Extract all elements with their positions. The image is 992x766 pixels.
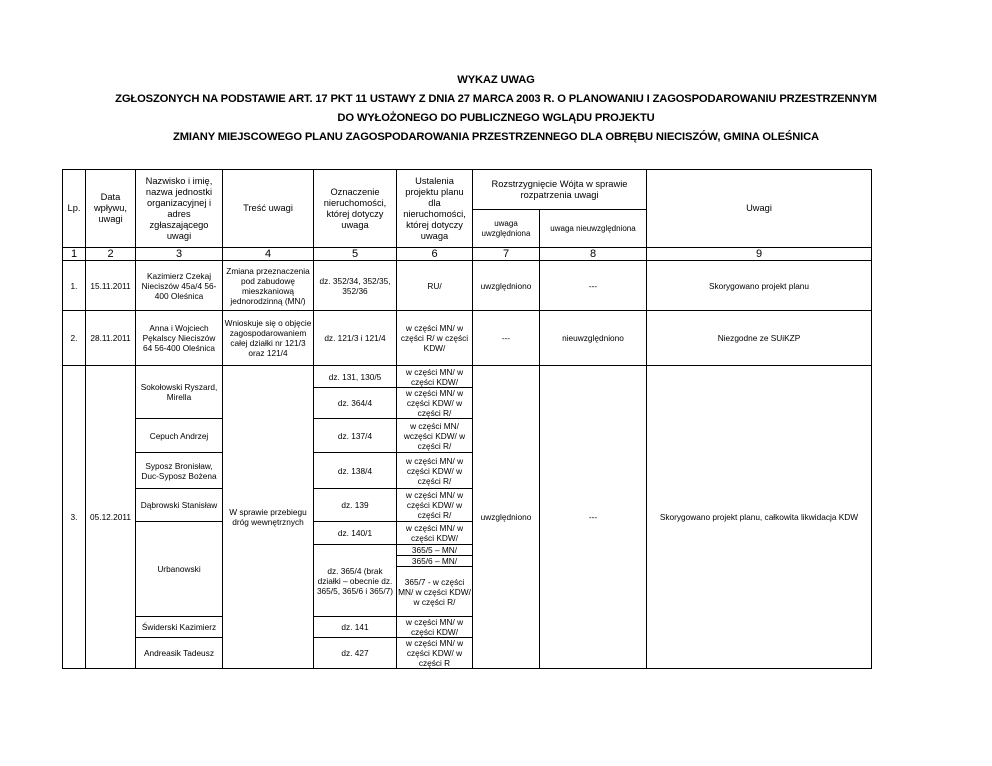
row-property: dz. 131, 130/5	[314, 366, 397, 388]
row-lp: 2.	[63, 311, 86, 366]
header-rejected: uwaga nieuwzględniona	[540, 210, 647, 248]
title-line-1: WYKAZ UWAG	[457, 74, 535, 86]
row-person: Urbanowski	[136, 522, 223, 617]
row-person: Andreasik Tadeusz	[136, 638, 223, 669]
row-property: dz. 121/3 i 121/4	[314, 311, 397, 366]
row-findings: w części MN/ w części KDW/ w części R/	[397, 388, 473, 419]
header-findings: Ustalenia projektu planu dla nieruchomości, której dotyczy uwaga	[397, 170, 473, 248]
row-rejected: ---	[540, 261, 647, 311]
row-property: dz. 364/4	[314, 388, 397, 419]
column-number: 1	[63, 248, 86, 261]
row-findings: w części MN/ w części R/ w części KDW/	[397, 311, 473, 366]
row-rejected: ---	[540, 366, 647, 669]
row-content: Zmiana przeznaczenia pod zabudowę mieszkaniową jednorodzinną (MN/)	[223, 261, 314, 311]
row-date: 28.11.2011	[86, 311, 136, 366]
row-person: Syposz Bronisław, Duc-Syposz Bożena	[136, 453, 223, 489]
row-findings: w części MN/ w części KDW/ w części R	[397, 638, 473, 669]
column-number: 4	[223, 248, 314, 261]
row-lp: 3.	[63, 366, 86, 669]
header-lp: Lp.	[63, 170, 86, 248]
row-findings: w części MN/ wczęści KDW/ w części R/	[397, 419, 473, 453]
row-findings: 365/6 – MN/	[397, 556, 473, 567]
row-property: dz. 427	[314, 638, 397, 669]
row-notes: Skorygowano projekt planu	[647, 261, 872, 311]
row-property: dz. 352/34, 352/35, 352/36	[314, 261, 397, 311]
column-number: 5	[314, 248, 397, 261]
row-date: 15.11.2011	[86, 261, 136, 311]
title-line-3: DO WYŁOŻONEGO DO PUBLICZNEGO WGLĄDU PROJEKTU	[337, 112, 655, 124]
header-property: Oznaczenie nieruchomości, której dotyczy uwaga	[314, 170, 397, 248]
row-lp: 1.	[63, 261, 86, 311]
row-person: Cepuch Andrzej	[136, 419, 223, 453]
row-property: dz. 365/4 (brak działki – obecnie dz. 365/5, 365/6 i 365/7)	[314, 545, 397, 617]
row-person: Świderski Kazimierz	[136, 617, 223, 638]
document-title	[0, 71, 992, 147]
title-line-2: ZGŁOSZONYCH NA PODSTAWIE ART. 17 PKT 11 USTAWY Z DNIA 27 MARCA 2003 R. O PLANOWANIU I ZAGOSPODAROWANIU PRZESTRZENNYM	[115, 93, 877, 105]
row-property: dz. 140/1	[314, 522, 397, 545]
column-number: 8	[540, 248, 647, 261]
column-numbers-row	[63, 248, 872, 261]
row-property: dz. 139	[314, 489, 397, 522]
row-content: Wnioskuje się o objęcie zagospodarowaniem całej działki nr 121/3 oraz 121/4	[223, 311, 314, 366]
header-accepted: uwaga uwzględniona	[473, 210, 540, 248]
header-name: Nazwisko i imię, nazwa jednostki organizacyjnej i adres zgłaszającego uwagi	[136, 170, 223, 248]
row-property: dz. 137/4	[314, 419, 397, 453]
table-row	[63, 311, 872, 366]
header-date: Data wpływu, uwagi	[86, 170, 136, 248]
table-row	[63, 366, 872, 388]
row-content: W sprawie przebiegu dróg wewnętrznych	[223, 366, 314, 669]
row-accepted: ---	[473, 311, 540, 366]
header-resolution: Rozstrzygnięcie Wójta w sprawie rozpatrzenia uwagi	[473, 170, 647, 210]
row-findings: w części MN/ w części KDW/	[397, 617, 473, 638]
row-findings: 365/5 – MN/	[397, 545, 473, 556]
row-findings: w części MN/ w części KDW/ w części R/	[397, 489, 473, 522]
row-person: Dąbrowski Stanisław	[136, 489, 223, 522]
row-rejected: nieuwzględniono	[540, 311, 647, 366]
column-number: 9	[647, 248, 872, 261]
row-findings: w części MN/ w części KDW/	[397, 366, 473, 388]
row-notes: Niezgodne ze SUiKZP	[647, 311, 872, 366]
row-property: dz. 138/4	[314, 453, 397, 489]
column-number: 6	[397, 248, 473, 261]
row-date: 05.12.2011	[86, 366, 136, 669]
row-findings: w części MN/ w części KDW/	[397, 522, 473, 545]
row-name: Kazimierz Czekaj Nieciszów 45a/4 56-400 Oleśnica	[136, 261, 223, 311]
row-findings: RU/	[397, 261, 473, 311]
header-notes: Uwagi	[647, 170, 872, 248]
row-accepted: uwzględniono	[473, 366, 540, 669]
column-number: 2	[86, 248, 136, 261]
remarks-table	[62, 169, 872, 669]
row-person: Sokołowski Ryszard, Mirella	[136, 366, 223, 419]
column-number: 3	[136, 248, 223, 261]
row-accepted: uwzględniono	[473, 261, 540, 311]
row-findings: w części MN/ w części KDW/ w części R/	[397, 453, 473, 489]
table-row	[63, 261, 872, 311]
row-property: dz. 141	[314, 617, 397, 638]
row-notes: Skorygowano projekt planu, całkowita likwidacja KDW	[647, 366, 872, 669]
row-name: Anna i Wojciech Pękalscy Nieciszów 64 56-400 Oleśnica	[136, 311, 223, 366]
column-number: 7	[473, 248, 540, 261]
header-content: Treść uwagi	[223, 170, 314, 248]
row-findings: 365/7 - w części MN/ w części KDW/ w części R/	[397, 567, 473, 617]
title-line-4: ZMIANY MIEJSCOWEGO PLANU ZAGOSPODAROWANIA PRZESTRZENNEGO DLA OBRĘBU NIECISZÓW, GMINA OLEŚNICA	[173, 131, 819, 143]
